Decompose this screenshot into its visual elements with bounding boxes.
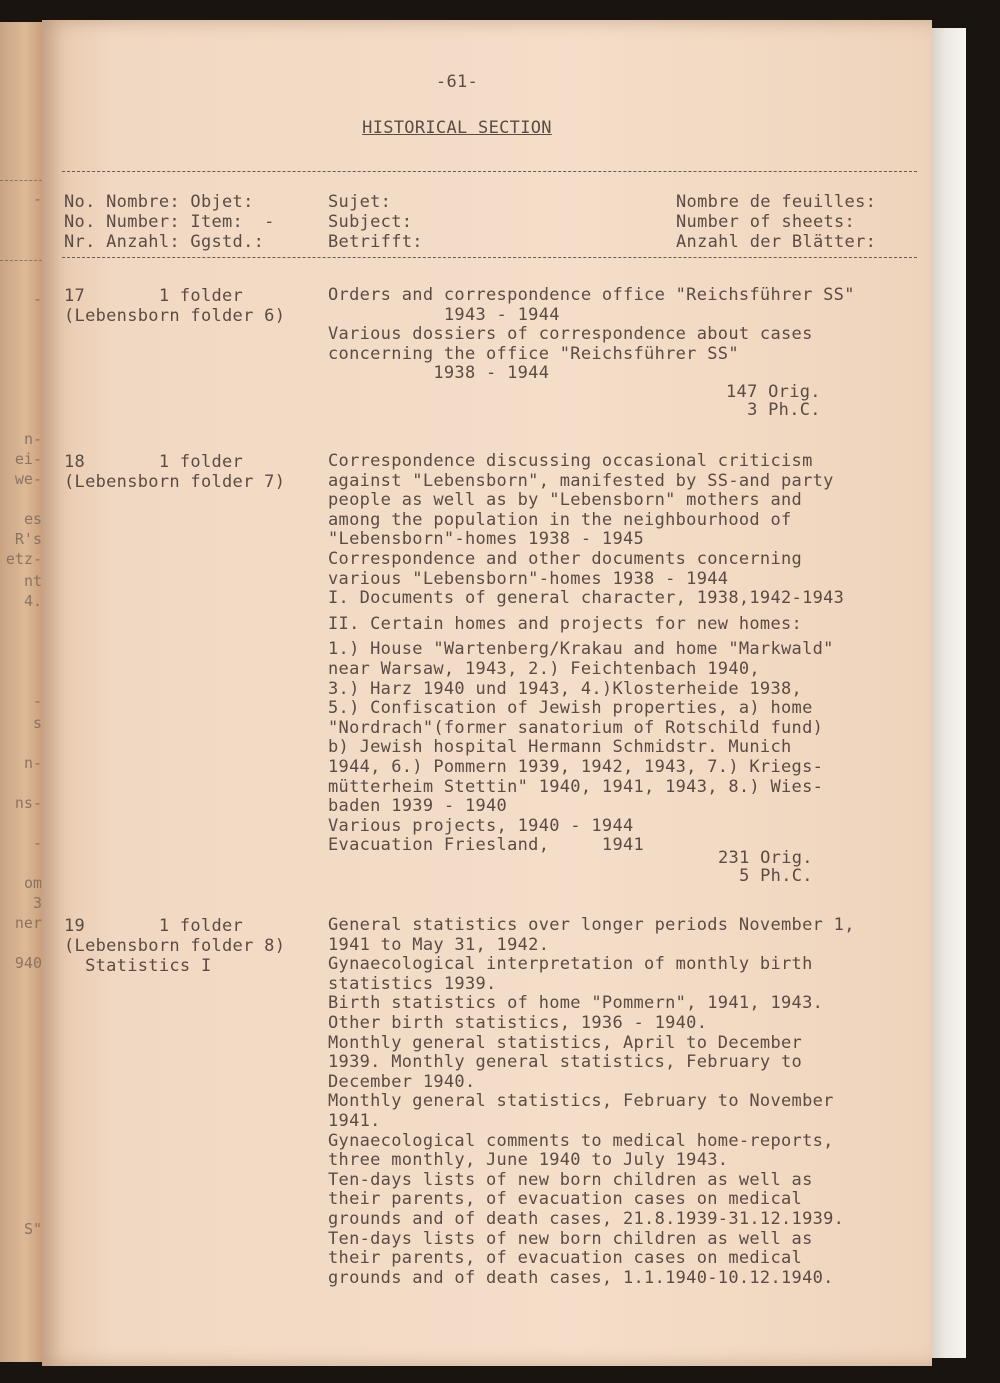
page-fragment: ei- bbox=[14, 450, 42, 468]
page-fragment: n- bbox=[23, 430, 42, 448]
section-title: HISTORICAL SECTION bbox=[362, 118, 552, 138]
page-fragment: we- bbox=[14, 470, 42, 488]
adjacent-page-edge bbox=[0, 22, 42, 1362]
subject-line: 1938 - 1944 bbox=[328, 363, 550, 384]
subject-line: b) Jewish hospital Hermann Schmidstr. Munich bbox=[328, 737, 792, 758]
subject-line: Ten-days lists of new born children as well as bbox=[328, 1228, 813, 1249]
subject-line: their parents, of evacuation cases on medical bbox=[328, 1248, 803, 1269]
subject-line: concerning the office "Reichsführer SS" bbox=[328, 343, 739, 364]
header-col-subject-fr: Sujet: bbox=[328, 192, 392, 212]
subject-line: December 1940. bbox=[328, 1071, 476, 1092]
sheet-count-photocopy: 3 Ph.C. bbox=[726, 400, 821, 420]
header-col-sheets-en: Number of sheets: bbox=[676, 212, 856, 232]
subject-line: 5.) Confiscation of Jewish properties, a) home bbox=[328, 698, 813, 719]
header-col-sheets-de: Anzahl der Blätter: bbox=[676, 232, 877, 252]
subject-line: Birth statistics of home "Pommern", 1941, 1943. bbox=[328, 993, 824, 1014]
page-number: -61- bbox=[435, 72, 479, 92]
page-fragment: ns- bbox=[14, 794, 42, 812]
page-fragment: es bbox=[23, 510, 42, 528]
page-fragment: R's bbox=[14, 530, 42, 548]
sheet-count-orig: 231 Orig. bbox=[718, 848, 813, 868]
subject-line: Correspondence discussing occasional criticism bbox=[328, 451, 813, 471]
page-fragment: - bbox=[32, 834, 42, 852]
subject-line: Various projects, 1940 - 1944 bbox=[328, 815, 634, 836]
subject-line: Monthly general statistics, April to December bbox=[328, 1032, 803, 1053]
subject-line: "Nordrach"(former sanatorium of Rotschild fund) bbox=[328, 717, 824, 738]
page-fragment: - bbox=[32, 190, 42, 208]
subject-line: I. Documents of general character, 1938,1942-1943 bbox=[328, 588, 845, 609]
subject-line: various "Lebensborn"-homes 1938 - 1944 bbox=[328, 568, 729, 589]
entry-folder: (Lebensborn folder 6) bbox=[64, 306, 286, 326]
subject-line: against "Lebensborn", manifested by SS-and party bbox=[328, 470, 834, 491]
page-fragment: S" bbox=[23, 1220, 42, 1238]
entry-number: 17 1 folder bbox=[64, 286, 244, 306]
entry-subject bbox=[328, 452, 918, 856]
entry-folder: (Lebensborn folder 8) bbox=[64, 936, 286, 956]
page-stack-edge bbox=[932, 28, 966, 1358]
subject-line: Monthly general statistics, February to November bbox=[328, 1091, 834, 1112]
page-fragment: ner bbox=[14, 914, 42, 932]
subject-line: Other birth statistics, 1936 - 1940. bbox=[328, 1012, 708, 1033]
entry-folder: (Lebensborn folder 7) bbox=[64, 472, 286, 492]
subject-line: General statistics over longer periods November 1, bbox=[328, 915, 855, 935]
subject-line: 1939. Monthly general statistics, February to bbox=[328, 1052, 803, 1073]
header-col-number-de: Nr. Anzahl: Ggstd.: bbox=[64, 232, 265, 252]
subject-line: Ten-days lists of new born children as well as bbox=[328, 1169, 813, 1190]
entry-subject bbox=[328, 916, 918, 1288]
header-col-number-en: No. Number: Item: - bbox=[64, 212, 275, 232]
subject-line: statistics 1939. bbox=[328, 973, 497, 994]
header-col-subject-de: Betrifft: bbox=[328, 232, 423, 252]
page-fragment: 940 bbox=[14, 954, 42, 972]
page-fragment: - bbox=[32, 692, 42, 710]
subject-line: 1.) House "Wartenberg/Krakau and home "Markwald" bbox=[328, 639, 834, 660]
subject-line: Orders and correspondence office "Reichsführer SS" bbox=[328, 285, 855, 305]
subject-line: Gynaecological comments to medical home-reports, bbox=[328, 1130, 834, 1151]
page-fragment: n- bbox=[23, 754, 42, 772]
subject-line: grounds and of death cases, 21.8.1939-31.12.1939. bbox=[328, 1208, 845, 1229]
subject-line: among the population in the neighbourhood of bbox=[328, 509, 792, 530]
divider bbox=[0, 260, 42, 261]
entry-number: 19 1 folder bbox=[64, 916, 244, 936]
header-col-sheets-fr: Nombre de feuilles: bbox=[676, 192, 877, 212]
subject-line: 1943 - 1944 bbox=[328, 304, 560, 325]
page-fragment: etz- bbox=[5, 550, 42, 568]
subject-line: near Warsaw, 1943, 2.) Feichtenbach 1940, bbox=[328, 658, 760, 679]
subject-line: Various dossiers of correspondence about cases bbox=[328, 324, 813, 345]
header-divider-bottom bbox=[62, 257, 917, 258]
subject-line: Evacuation Friesland, 1941 bbox=[328, 835, 645, 856]
document-page bbox=[42, 20, 932, 1366]
divider bbox=[0, 180, 42, 181]
page-fragment: om bbox=[23, 874, 42, 892]
subject-line: II. Certain homes and projects for new homes: bbox=[328, 613, 803, 634]
page-fragment: 4. bbox=[23, 592, 42, 610]
page-fragment: 3 bbox=[32, 894, 42, 912]
page-fragment: - bbox=[32, 290, 42, 308]
subject-line: baden 1939 - 1940 bbox=[328, 796, 508, 817]
header-divider-top bbox=[62, 171, 917, 172]
subject-line: their parents, of evacuation cases on medical bbox=[328, 1189, 803, 1210]
subject-line: three monthly, June 1940 to July 1943. bbox=[328, 1150, 729, 1171]
subject-line: grounds and of death cases, 1.1.1940-10.12.1940. bbox=[328, 1267, 834, 1288]
subject-line: mütterheim Stettin" 1940, 1941, 1943, 8.) Wies- bbox=[328, 776, 824, 797]
page-fragment: s bbox=[32, 714, 42, 732]
entry-series: Statistics I bbox=[64, 956, 212, 976]
page-fragment: nt bbox=[23, 572, 42, 590]
subject-line: Correspondence and other documents concerning bbox=[328, 548, 803, 569]
header-col-subject-en: Subject: bbox=[328, 212, 413, 232]
sheet-count-photocopy: 5 Ph.C. bbox=[718, 866, 813, 886]
subject-line: people as well as by "Lebensborn" mothers and bbox=[328, 490, 803, 511]
subject-line: 3.) Harz 1940 und 1943, 4.)Klosterheide 1938, bbox=[328, 678, 803, 699]
entry-number: 18 1 folder bbox=[64, 452, 244, 472]
header-col-number-fr: No. Nombre: Objet: bbox=[64, 192, 254, 212]
entry-subject bbox=[328, 286, 918, 384]
subject-line: Gynaecological interpretation of monthly birth bbox=[328, 954, 813, 975]
subject-line: "Lebensborn"-homes 1938 - 1945 bbox=[328, 529, 645, 550]
subject-line: 1941 to May 31, 1942. bbox=[328, 934, 550, 955]
subject-line: 1944, 6.) Pommern 1939, 1942, 1943, 7.) Kriegs- bbox=[328, 756, 824, 777]
sheet-count-orig: 147 Orig. bbox=[726, 382, 821, 402]
subject-line: 1941. bbox=[328, 1110, 381, 1131]
